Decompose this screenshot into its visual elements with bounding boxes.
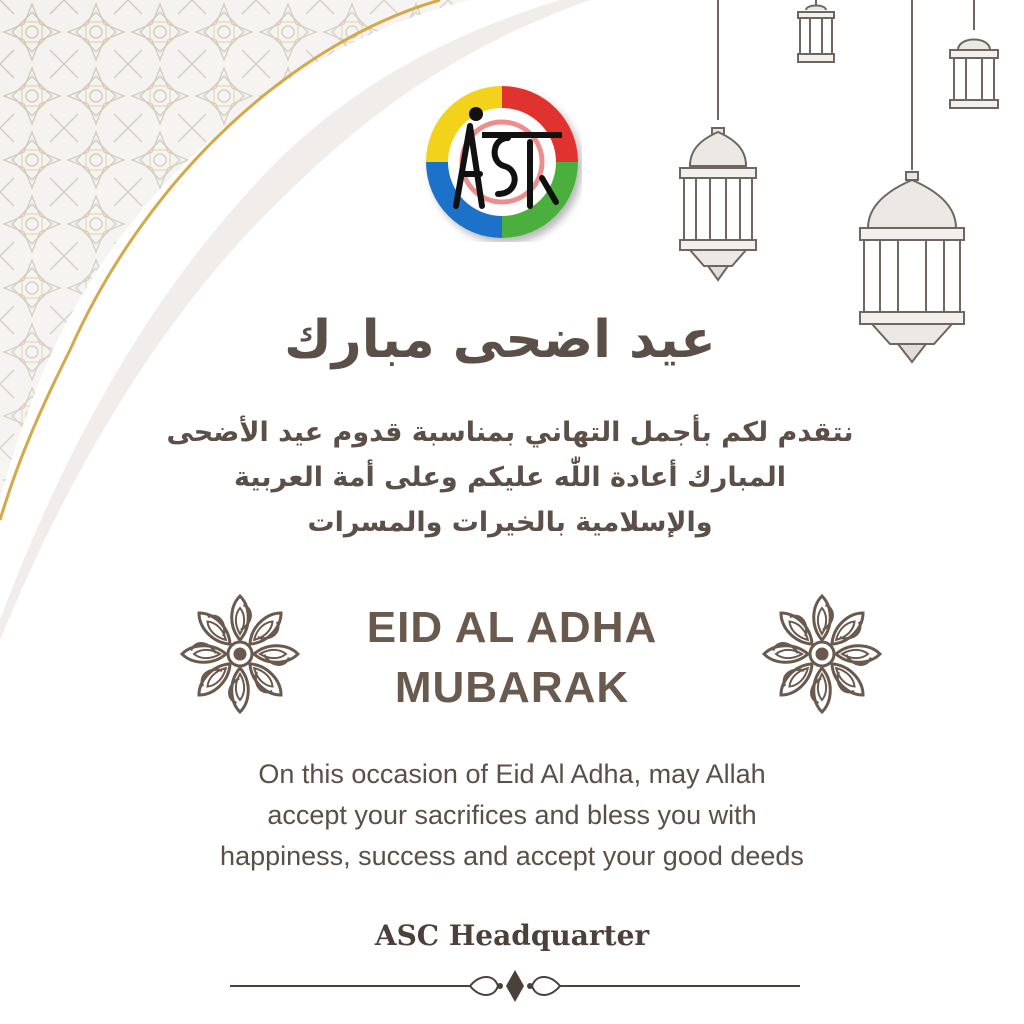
islamic-rosette-icon [178, 592, 302, 716]
arabic-title: عيد اضحى مبارك [284, 310, 716, 370]
arabic-message [120, 410, 900, 545]
islamic-rosette-icon [760, 592, 884, 716]
english-message-line: On this occasion of Eid Al Adha, may Allah [258, 759, 766, 789]
english-title-line: EID AL ADHA [366, 603, 658, 652]
english-message [140, 754, 884, 877]
english-title-line: MUBARAK [394, 663, 630, 712]
ornamental-divider-icon [230, 966, 800, 1006]
asc-logo-icon [422, 82, 582, 242]
arabic-message-line: والإسلامية بالخيرات والمسرات [307, 507, 713, 538]
hanging-lantern-icon [950, 0, 998, 108]
arabic-message-line: المبارك أعادة اللّٰه عليكم وعلى أمة العربية [234, 462, 786, 493]
arabic-message-line: نتقدم لكم بأجمل التهاني بمناسبة قدوم عيد الأضحى [166, 417, 854, 448]
english-title [312, 598, 712, 718]
hanging-lantern-icon [680, 0, 756, 280]
english-message-line: happiness, success and accept your good deeds [220, 841, 804, 871]
signature: ASC Headquarter [374, 919, 650, 952]
hanging-lantern-icon [860, 0, 964, 362]
hanging-lantern-icon [798, 0, 834, 62]
english-message-line: accept your sacrifices and bless you with [267, 800, 757, 830]
